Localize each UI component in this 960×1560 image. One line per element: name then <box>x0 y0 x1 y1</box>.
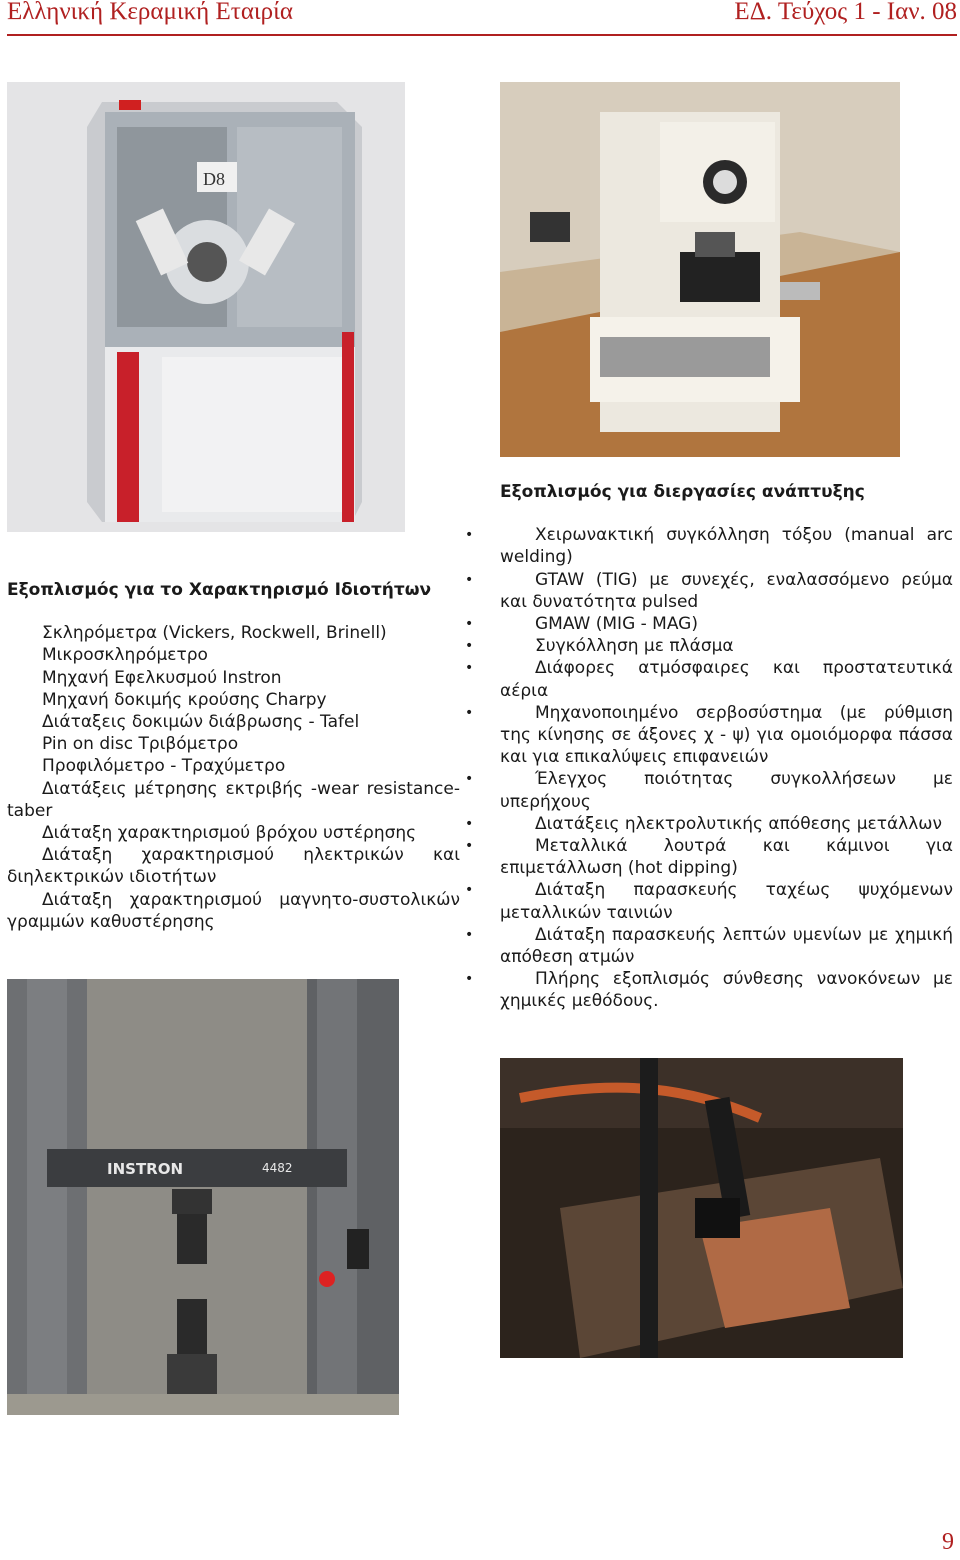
list-item: • Μηχανοποιημένο σερβοσύστημα (με ρύθμιση της κίνησης σε άξονες χ - ψ) για ομοιόμορφα πάσσα και για επικαλύψεις επιφανειών <box>500 702 953 769</box>
list-item: • Διάταξη παρασκευής λεπτών υμενίων με χημική απόθεση ατμών <box>500 924 953 968</box>
list-item: • Διάταξη παρασκευής ταχέως ψυχόμενων μεταλλικών ταινιών <box>500 879 953 923</box>
photo-welding-setup <box>500 1058 903 1358</box>
characterisation-list <box>7 622 460 933</box>
list-item: • Μεταλλικά λουτρά και κάμινοι για επιμετάλλωση (hot dipping) <box>500 835 953 879</box>
processes-list <box>500 524 953 1012</box>
photo-instron-tensile-machine <box>7 979 399 1415</box>
list-item: • Μικροσκληρόμετρο <box>7 644 460 666</box>
journal-title: Ελληνική Κεραμική Εταιρία <box>7 0 293 25</box>
characterisation-section <box>7 579 460 933</box>
list-item: • GMAW (MIG - MAG) <box>500 613 953 635</box>
list-item: • Χειρωνακτική συγκόλληση τόξου (manual arc welding) <box>500 524 953 568</box>
page-number: 9 <box>942 1529 954 1555</box>
list-item: • Συγκόλληση με πλάσμα <box>500 635 953 657</box>
photo-xrd-diffractometer <box>7 82 405 532</box>
list-item: • Διάταξεις δοκιμών διάβρωσης - Tafel <box>7 711 460 733</box>
characterisation-heading: Εξοπλισμός για το Χαρακτηρισμό Ιδιοτήτων <box>7 580 432 600</box>
list-item: • Διάταξη χαρακτηρισμού βρόχου υστέρησης <box>7 822 460 844</box>
list-item: • Έλεγχος ποιότητας συγκολλήσεων με υπερήχους <box>500 768 953 812</box>
list-item: • Διατάξεις μέτρησης εκτριβής -wear resistance-taber <box>7 778 460 822</box>
list-item: • Pin on disc Τριβόμετρο <box>7 733 460 755</box>
list-item: • Διατάξεις ηλεκτρολυτικής απόθεσης μετάλλων <box>500 813 953 835</box>
processes-section <box>500 481 953 1013</box>
instron-brand: INSTRON <box>107 1160 184 1178</box>
page-header <box>7 0 957 36</box>
list-item: • Σκληρόμετρα (Vickers, Rockwell, Brinell) <box>7 622 460 644</box>
list-item: • Προφιλόμετρο - Τραχύμετρο <box>7 755 460 777</box>
photo-microhardness-tester <box>500 82 900 457</box>
list-item: • Διάταξη χαρακτηρισμού ηλεκτρικών και διηλεκτρικών ιδιοτήτων <box>7 844 460 888</box>
list-item: • Διάταξη χαρακτηρισμού μαγνητο-συστολικών γραμμών καθυστέρησης <box>7 889 460 933</box>
processes-heading: Εξοπλισμός για διεργασίες ανάπτυξης <box>500 482 865 502</box>
list-item: • Πλήρης εξοπλισμός σύνθεσης νανοκόνεων με χημικές μεθόδους. <box>500 968 953 1012</box>
list-item: • Διάφορες ατμόσφαιρες και προστατευτικά αέρια <box>500 657 953 701</box>
instron-model: 4482 <box>262 1161 293 1175</box>
issue-info: ΕΔ. Τεύχος 1 - Ιαν. 08 <box>734 0 957 25</box>
list-item: • GTAW (TIG) με συνεχές, εναλασσόμενο ρεύμα και δυνατότητα pulsed <box>500 569 953 613</box>
list-item: • Μηχανή δοκιμής κρούσης Charpy <box>7 689 460 711</box>
list-item: • Μηχανή Εφελκυσμού Instron <box>7 667 460 689</box>
d8-label: D8 <box>203 169 225 189</box>
